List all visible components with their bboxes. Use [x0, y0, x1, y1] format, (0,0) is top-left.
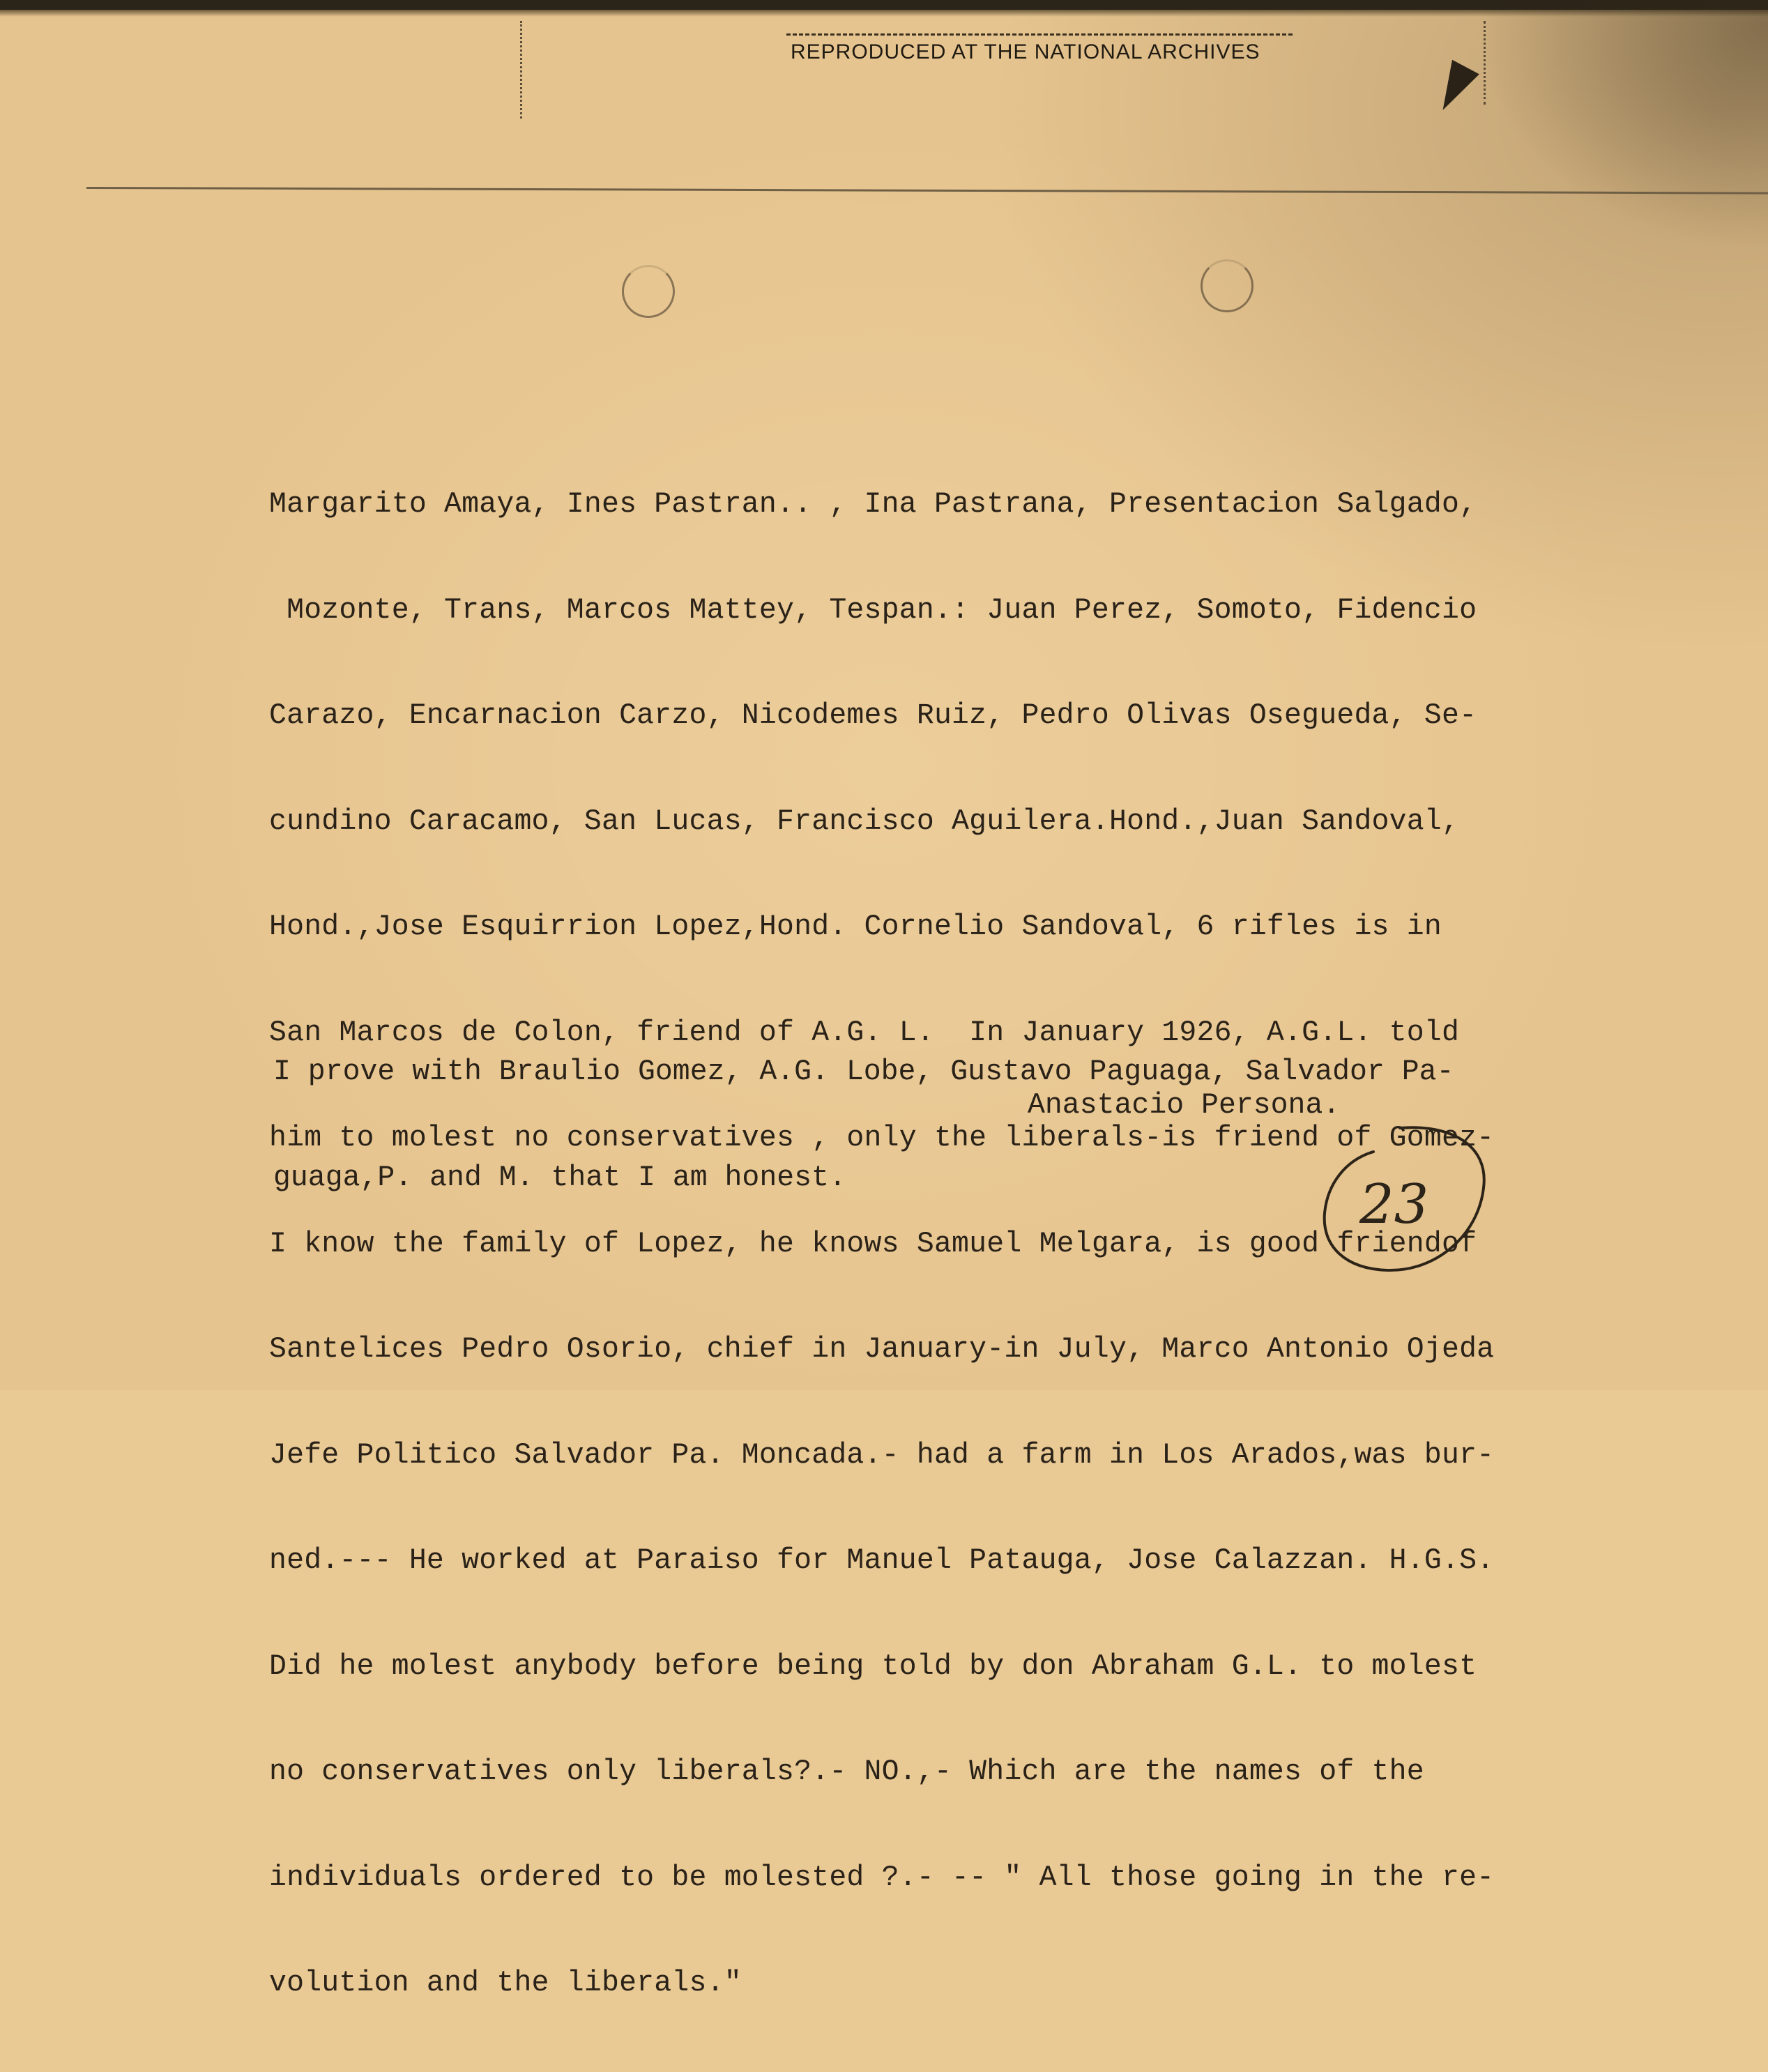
dotted-crease-left	[520, 21, 524, 119]
text-line: Margarito Amaya, Ines Pastran.. , Ina Pastrana, Presentacion Salgado,	[269, 488, 1477, 521]
text-line: ned.--- He worked at Paraiso for Manuel Patauga, Jose Calazzan. H.G.S.	[269, 1544, 1495, 1577]
page-number-label: 23	[1359, 1173, 1429, 1236]
signature: Anastacio Persona.	[1028, 1089, 1341, 1122]
text-line: I know the family of Lopez, he knows Samuel Melgara, is good friendof	[269, 1227, 1477, 1260]
text-line: individuals ordered to be molested ?.- -- " All those going in the re-	[269, 1861, 1495, 1894]
closing-paragraph	[273, 984, 1454, 1266]
dotted-crease-right	[1484, 21, 1488, 105]
text-line: Did he molest anybody before being told by don Abraham G.L. to molest	[269, 1650, 1477, 1683]
text-line: Jefe Politico Salvador Pa. Moncada.- had a farm in Los Arados,was bur-	[269, 1438, 1495, 1472]
text-line: Carazo, Encarnacion Carzo, Nicodemes Ruiz, Pedro Olivas Osegueda, Se-	[269, 699, 1477, 732]
text-line: Mozonte, Trans, Marcos Mattey, Tespan.: Juan Perez, Somoto, Fidencio	[269, 593, 1477, 627]
text-line: Santelices Pedro Osorio, chief in January-in July, Marco Antonio Ojeda	[269, 1333, 1495, 1366]
text-line: Hond.,Jose Esquirrion Lopez,Hond. Cornelio Sandoval, 6 rifles is in	[269, 911, 1442, 943]
check-mark-icon	[1429, 60, 1479, 117]
text-line: guaga,P. and M. that I am honest.	[273, 1161, 846, 1194]
corner-smudge	[1475, 0, 1768, 251]
text-line: cundino Caracamo, San Lucas, Francisco Aguilera.Hond.,Juan Sandoval,	[269, 805, 1460, 838]
punch-hole-left	[622, 265, 675, 318]
punch-hole-right	[1201, 259, 1253, 312]
text-line: San Marcos de Colon, friend of A.G. L. In January 1926, A.G.L. told	[269, 1016, 1460, 1049]
text-line: him to molest no conservatives , only the liberals-is friend of Gomez-	[269, 1122, 1495, 1155]
circled-page-number	[1318, 1124, 1491, 1276]
text-line: no conservatives only liberals?.- NO.,- Which are the names of the	[269, 1755, 1424, 1788]
text-line: I prove with Braulio Gomez, A.G. Lobe, Gustavo Paguaga, Salvador Pa-	[273, 1056, 1454, 1088]
archive-stamp: REPRODUCED AT THE NATIONAL ARCHIVES	[786, 33, 1293, 69]
text-line: volution and the liberals."	[269, 1967, 742, 1999]
